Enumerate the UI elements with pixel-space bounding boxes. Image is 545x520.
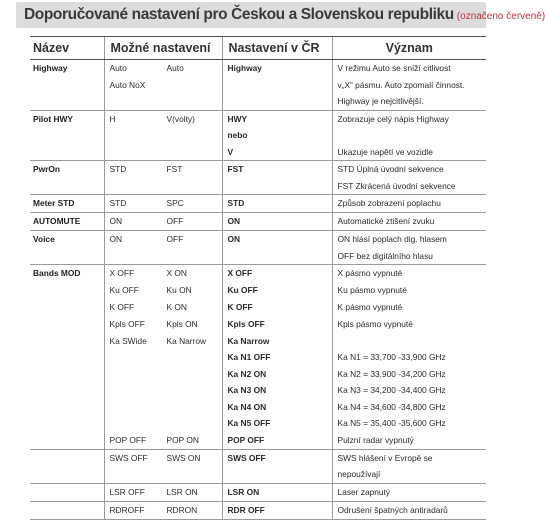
option-a-value: SWS OFF xyxy=(109,452,148,463)
table-row xyxy=(30,449,486,483)
setting-name: AUTOMUTE xyxy=(30,213,104,231)
option-b-value: FST xyxy=(166,164,183,174)
cr-setting-value: X OFF xyxy=(227,268,253,278)
option-a xyxy=(110,282,139,299)
table-row xyxy=(30,432,486,450)
table-row xyxy=(30,60,486,111)
meaning-line: ON hlásí poplach dig. hlasem xyxy=(337,234,447,244)
option-b xyxy=(167,111,195,128)
option-a xyxy=(110,111,116,128)
table-row xyxy=(30,282,486,299)
meaning-line: Ka N1 = 33,700 -33,900 GHz xyxy=(337,352,446,362)
meaning-line: Automatické ztišení zvuku xyxy=(337,216,435,226)
setting-name xyxy=(30,483,104,501)
table-row xyxy=(30,299,486,316)
option-a-value: Auto NoX xyxy=(109,79,146,90)
option-a-value: POP OFF xyxy=(109,434,147,445)
setting-name xyxy=(30,501,104,519)
option-a-value: X OFF xyxy=(109,268,135,278)
header-nazev: Název xyxy=(30,37,104,60)
setting-name xyxy=(30,449,104,483)
cr-setting-value: Ka N1 OFF xyxy=(227,352,271,362)
option-b-value: LSR ON xyxy=(166,486,198,497)
meaning xyxy=(332,282,486,299)
table-row xyxy=(30,483,486,501)
meaning xyxy=(332,195,486,213)
possible-settings xyxy=(104,449,222,483)
meaning xyxy=(332,483,486,501)
option-a-value: STD xyxy=(109,198,127,208)
option-a-value: STD xyxy=(109,164,127,174)
meaning-line: Ka N2 = 33.900 -34,200 GHz xyxy=(337,368,446,379)
meaning-line: v„X“ pásmu. Auto zpomalí činnost. xyxy=(337,79,465,90)
option-a-value: Ku OFF xyxy=(109,285,139,295)
cr-setting-value: Kpls OFF xyxy=(227,319,265,329)
meaning-line: Kpls pásmo vypnuté xyxy=(337,319,413,329)
cr-setting xyxy=(222,110,332,161)
cr-setting-value: K OFF xyxy=(227,302,253,312)
meaning xyxy=(332,432,486,450)
option-b xyxy=(167,333,207,350)
table-row xyxy=(30,265,486,283)
option-a xyxy=(110,161,127,178)
possible-settings xyxy=(104,161,222,195)
meaning-line: SWS hlášení v Evropě se xyxy=(337,452,433,463)
setting-name: Meter STD xyxy=(30,195,104,213)
meaning-line: Highway je nejcitlivější. xyxy=(337,96,424,106)
possible-settings xyxy=(104,333,222,432)
possible-settings xyxy=(104,213,222,231)
option-a-value: LSR OFF xyxy=(109,486,145,497)
meaning-line: K pásmo vypnuté xyxy=(337,302,403,312)
cr-setting-value: SWS OFF xyxy=(227,452,266,463)
option-b xyxy=(167,432,199,449)
meaning-line: Pulzní radar vypnutý xyxy=(337,434,414,445)
possible-settings xyxy=(104,316,222,333)
cr-setting xyxy=(222,316,332,333)
cr-setting-value: ON xyxy=(227,216,241,226)
option-a xyxy=(110,60,146,93)
cr-setting-value: Ka N4 ON xyxy=(227,401,267,412)
setting-name: Pilot HWY xyxy=(30,110,104,161)
meaning-line: Ku pásmo vypnuté xyxy=(337,285,407,295)
possible-settings xyxy=(104,432,222,450)
meaning xyxy=(332,333,486,432)
meaning xyxy=(332,110,486,161)
meaning xyxy=(332,501,486,519)
cr-setting xyxy=(222,60,332,111)
meaning xyxy=(332,231,486,265)
possible-settings xyxy=(104,501,222,519)
cr-setting-value: RDR OFF xyxy=(227,504,265,515)
meaning-line: STD Úplná úvodní sekvence xyxy=(337,164,444,174)
meaning-line: V režimu Auto se sníží citlivost xyxy=(337,63,451,73)
cr-setting xyxy=(222,161,332,195)
cr-setting xyxy=(222,282,332,299)
cr-setting-value: STD xyxy=(227,198,245,208)
cr-setting-value: Ka N5 OFF xyxy=(227,418,271,428)
cr-setting xyxy=(222,265,332,283)
meaning-line: Odrušení špatných antiradarů xyxy=(337,504,448,515)
option-a xyxy=(110,299,135,316)
setting-name: Highway xyxy=(30,60,104,111)
option-a-value: Kpls OFF xyxy=(109,319,145,329)
setting-name xyxy=(30,299,104,316)
meaning-line: Laser zapnutý xyxy=(337,486,391,497)
option-b xyxy=(167,282,192,299)
option-a xyxy=(110,316,145,333)
option-a-value: RDROFF xyxy=(109,504,145,515)
cr-setting-value: LSR ON xyxy=(227,486,260,497)
option-b-value: V(volty) xyxy=(166,113,195,124)
option-a xyxy=(110,213,123,230)
title-note: (označeno červeně) xyxy=(456,11,545,22)
setting-name: Bands MOD xyxy=(33,268,81,278)
option-a xyxy=(110,265,135,282)
table-row xyxy=(30,195,486,213)
option-a xyxy=(110,195,127,212)
cr-setting xyxy=(222,449,332,483)
table-row xyxy=(30,316,486,333)
table-row xyxy=(30,110,486,161)
cr-setting xyxy=(222,231,332,265)
cr-setting xyxy=(222,333,332,432)
option-b xyxy=(167,502,198,519)
option-b xyxy=(167,316,198,333)
option-b-value: SWS ON xyxy=(166,452,201,463)
meaning xyxy=(332,449,486,483)
meaning xyxy=(332,213,486,231)
meaning-line: Způsob zobrazení poplachu xyxy=(337,198,441,208)
setting-name xyxy=(30,432,104,450)
cr-setting-value: Highway xyxy=(227,63,262,73)
option-b xyxy=(167,195,184,212)
cr-setting-value: Ka N3 ON xyxy=(227,385,267,395)
setting-name: PwrOn xyxy=(30,161,104,195)
meaning-line: Ka N4 = 34,600 -34,800 GHz xyxy=(337,401,446,412)
option-b xyxy=(167,231,184,248)
table-body xyxy=(30,60,486,520)
option-b-value: K ON xyxy=(166,302,187,312)
option-b-value: SPC xyxy=(166,198,184,208)
possible-settings xyxy=(104,195,222,213)
option-b xyxy=(167,161,183,178)
option-a xyxy=(110,432,147,449)
possible-settings xyxy=(104,60,222,111)
cr-setting xyxy=(222,299,332,316)
meaning-line: Ka N3 = 34,200 -34,400 GHz xyxy=(337,385,446,395)
cr-setting xyxy=(222,501,332,519)
option-b-value: Kpls ON xyxy=(166,319,198,329)
option-a-value: H xyxy=(109,113,116,124)
option-a-value: Ka SWide xyxy=(109,335,147,346)
cr-setting xyxy=(222,483,332,501)
meaning-line: nepoužívají xyxy=(337,469,381,479)
table-row xyxy=(30,231,486,265)
option-b-value: Auto xyxy=(166,63,184,73)
meaning-line: Zobrazuje celý nápis Highway xyxy=(337,113,449,124)
cr-setting-value: V xyxy=(227,146,234,157)
option-a-value: K OFF xyxy=(109,302,135,312)
option-a xyxy=(110,450,148,467)
cr-setting-value: Ku OFF xyxy=(227,285,258,295)
cr-setting-value: POP OFF xyxy=(227,434,265,445)
cr-setting-value: nebo xyxy=(227,130,248,140)
header-nastaveni-cr: Nastavení v ČR xyxy=(222,37,332,60)
cr-setting xyxy=(222,195,332,213)
table-row xyxy=(30,501,486,519)
possible-settings xyxy=(104,231,222,265)
meaning xyxy=(332,265,486,283)
option-b-value: Ka Narrow xyxy=(166,335,207,346)
option-b-value: POP ON xyxy=(166,434,199,445)
option-a xyxy=(110,502,145,519)
option-a-value: ON xyxy=(109,216,123,226)
table-row xyxy=(30,213,486,231)
option-a xyxy=(110,333,147,350)
possible-settings xyxy=(104,483,222,501)
header-mozne-nastaveni: Možné nastavení xyxy=(104,37,222,60)
option-a xyxy=(110,484,145,501)
header-vyznam: Význam xyxy=(332,37,486,60)
cr-setting xyxy=(222,213,332,231)
table-row xyxy=(30,161,486,195)
meaning-line: Ka N5 = 35,400 -35,600 GHz xyxy=(337,418,446,428)
meaning-line: FST Zkrácená úvodní sekvence xyxy=(337,180,456,191)
option-b-value: OFF xyxy=(166,216,184,226)
meaning xyxy=(332,299,486,316)
option-b-value: X ON xyxy=(166,268,187,278)
possible-settings xyxy=(104,265,222,283)
cr-setting-value: Ka Narrow xyxy=(227,335,270,346)
cr-setting-value: FST xyxy=(227,164,244,174)
option-b xyxy=(167,213,184,230)
document-title: Doporučované nastavení pro Českou a Slovenskou republiku (označeno červeně) xyxy=(24,6,545,23)
meaning-line xyxy=(338,127,487,144)
document-title-bar xyxy=(16,2,545,28)
settings-table xyxy=(30,36,486,520)
meaning xyxy=(332,316,486,333)
option-b-value: RDRON xyxy=(166,504,198,515)
option-b xyxy=(167,299,187,316)
setting-name xyxy=(30,333,104,432)
cr-setting-value: Ka N2 ON xyxy=(227,368,267,379)
meaning-line xyxy=(338,333,487,350)
possible-settings xyxy=(104,299,222,316)
option-a xyxy=(110,231,123,248)
meaning-line: Ukazuje napětí ve vozidle xyxy=(337,146,433,157)
option-b xyxy=(167,265,187,282)
option-a-value: ON xyxy=(109,234,123,244)
meaning-line: OFF bez digitálního hlasu xyxy=(337,250,433,261)
option-b xyxy=(167,60,184,77)
table-row xyxy=(30,333,486,432)
meaning-line: X pásmo vypnuté xyxy=(337,268,403,278)
option-b xyxy=(167,484,198,501)
possible-settings xyxy=(104,110,222,161)
option-b-value: Ku ON xyxy=(166,285,192,295)
option-b xyxy=(167,450,201,467)
setting-name xyxy=(30,282,104,299)
option-b-value: OFF xyxy=(166,234,184,244)
setting-name: Voice xyxy=(30,231,104,265)
meaning xyxy=(332,60,486,111)
setting-name xyxy=(30,316,104,333)
table-header-row xyxy=(30,37,486,60)
cr-setting-value: ON xyxy=(227,234,241,244)
meaning xyxy=(332,161,486,195)
cr-setting-value: HWY xyxy=(227,113,248,124)
option-a-value: Auto xyxy=(109,63,127,73)
cr-setting xyxy=(222,432,332,450)
possible-settings xyxy=(104,282,222,299)
